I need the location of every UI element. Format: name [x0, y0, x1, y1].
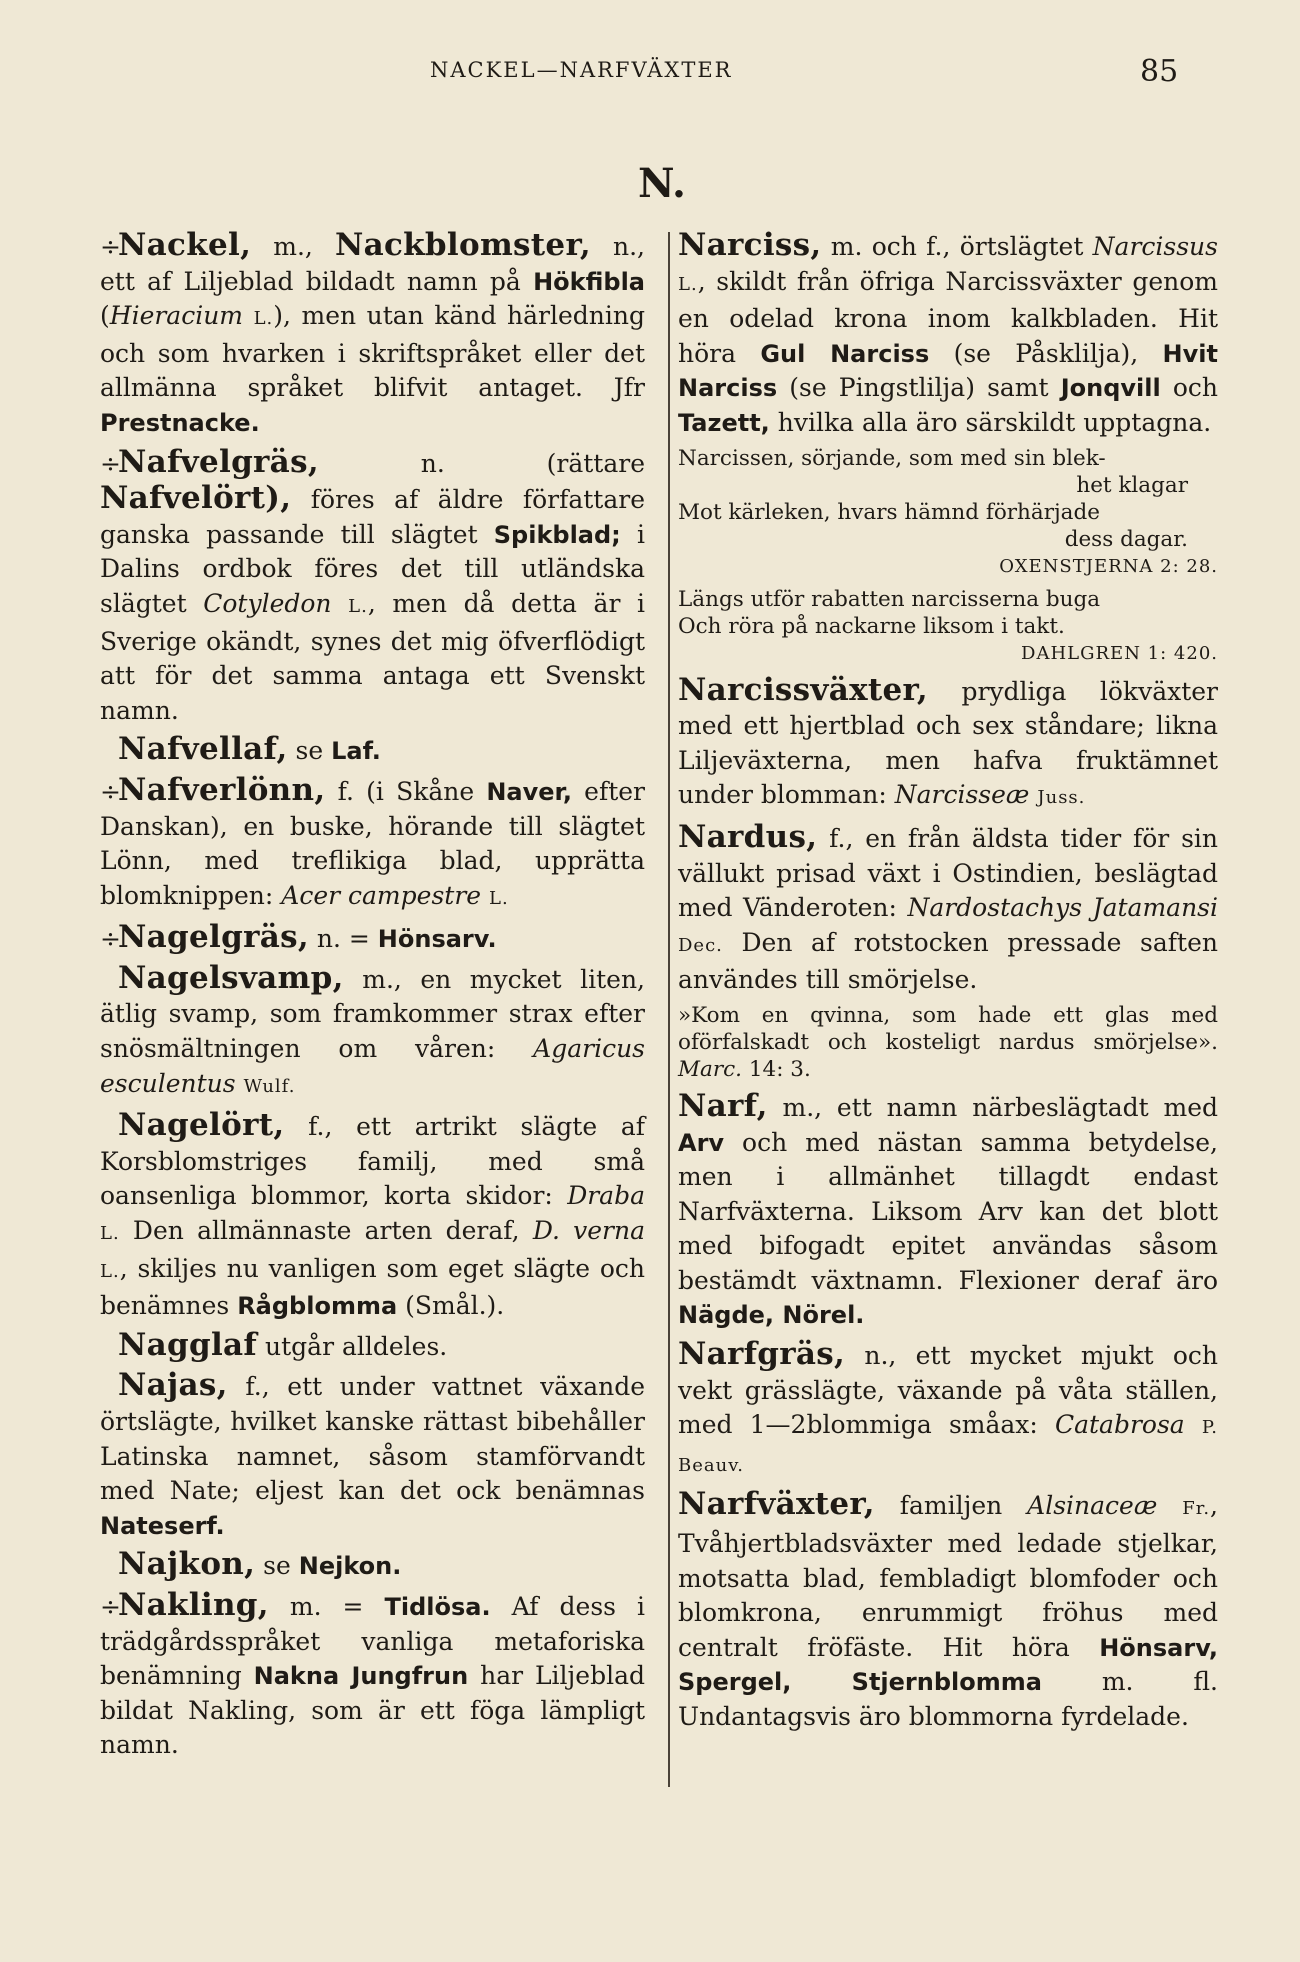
entry-text: ), men utan känd härledning och som hvarken i skriftspråket eller det allmänna språket blifvit antaget. Jfr: [100, 301, 645, 403]
cross-reference: Nakna Jungfrun: [253, 1662, 469, 1691]
cross-reference: Arv: [678, 1128, 725, 1157]
cross-reference: Tazett,: [678, 408, 770, 437]
author-abbrev: P. Beauv.: [678, 1417, 1219, 1476]
latin-name: D. verna: [532, 1216, 646, 1246]
entry-text: m. och f., örtslägtet: [821, 232, 1093, 261]
author-abbrev: Wulf.: [243, 1075, 296, 1097]
entry-text: i Dalins ordbok föres det till utländska slägtet: [100, 519, 645, 618]
headword: Nafvelört),: [100, 480, 292, 517]
entry-text: , skiljes nu vanligen som eget slägte och benämnes: [100, 1253, 645, 1321]
entry-text: familjen: [874, 1491, 1028, 1521]
headword: Nackblomster,: [334, 227, 591, 263]
latin-name: Narcissus: [1092, 232, 1218, 261]
quote-source: DAHLGREN 1: 420.: [1021, 642, 1218, 664]
column-rule: [668, 232, 670, 1787]
quote-line: Mot kärleken, hvars hämnd förhärjade: [678, 499, 1100, 525]
entry-narciss: [678, 228, 1218, 441]
author-abbrev: L.: [100, 1260, 120, 1282]
right-column: [678, 228, 1218, 1739]
headword: Nackel,: [118, 227, 252, 263]
obsolete-mark: ÷: [100, 924, 121, 954]
cross-reference: Hökfibla: [533, 267, 645, 296]
entry-nagglaf: [100, 1328, 645, 1365]
latin-name: Hieracium: [109, 301, 244, 331]
headword: Nagelsvamp,: [118, 959, 344, 996]
author-abbrev: L.: [100, 1223, 120, 1245]
headword: Nagelgräs,: [118, 919, 309, 956]
headword: Nafvelgräs,: [118, 443, 319, 480]
cross-reference: Hönsarv.: [377, 925, 497, 954]
entry-nagelsvamp: [100, 961, 645, 1104]
entry-text: [1185, 1410, 1202, 1439]
cross-reference: Naver,: [486, 777, 572, 806]
headword: Najas,: [118, 1367, 228, 1404]
entry-text: , skildt från öfriga Narcissväxter genom en odelad krona inom kalkbladen. Hit höra: [678, 266, 1218, 368]
latin-name: Cotyledon: [203, 588, 332, 618]
author-abbrev: L.: [678, 273, 698, 295]
entry-nakling: [100, 1588, 645, 1763]
author-abbrev: L.: [348, 595, 368, 617]
headword: Narf,: [678, 1087, 768, 1124]
cross-reference: Jonqvill: [1060, 374, 1161, 403]
entry-text: f., ett under vattnet växande örtslägte, hvilket kanske rättast bibehåller Latinska namnet, såsom stamförvandt med Nate; eljest kan det ock benämnas: [100, 1372, 645, 1506]
obsolete-mark: ÷: [100, 1591, 121, 1621]
author-abbrev: Dec.: [678, 934, 723, 956]
entry-nafverlonn: [100, 773, 645, 916]
entry-text: [481, 881, 489, 910]
cross-reference: Nateserf.: [100, 1511, 225, 1540]
entry-nardus: [678, 820, 1218, 998]
quote-source: Marc.: [678, 1056, 742, 1082]
latin-name: Draba: [567, 1181, 645, 1211]
headword: Nafverlönn,: [118, 771, 326, 808]
entry-text: efter Danskan), en buske, hörande till slägtet Lönn, med treflikiga blad, upprätta blomknippen:: [100, 776, 645, 910]
quote-source: OXENSTJERNA 2: 28.: [999, 555, 1218, 577]
entry-text: n., ett mycket mjukt och vekt grässlägte, växande på våta ställen, med 1—2blommiga småax:: [678, 1341, 1218, 1440]
headword: Narcissväxter,: [678, 671, 929, 708]
entry-text: (Smål.).: [397, 1291, 505, 1321]
headword: Nafvellaf,: [118, 731, 288, 768]
quote-line: Längs utför rabatten narcisserna buga: [678, 586, 1101, 612]
latin-name: Nardostachys Jatamansi: [907, 893, 1218, 923]
headword: Narfväxter,: [678, 1486, 875, 1523]
quote-source: 14: 3.: [742, 1056, 811, 1082]
entry-text: se: [287, 736, 332, 766]
cross-reference: Nejkon.: [298, 1552, 402, 1581]
latin-name: Catabrosa: [1054, 1410, 1185, 1440]
entry-text: se: [255, 1551, 299, 1581]
entry-text: [1157, 1491, 1182, 1520]
cross-reference: Spikblad;: [493, 520, 621, 549]
quote-line: Och röra på nackarne liksom i takt.: [678, 613, 1065, 639]
cross-reference: Rågblomma: [237, 1292, 398, 1321]
cross-reference: Hvit Narciss: [678, 339, 1218, 403]
latin-name: Narcisseæ: [894, 780, 1030, 810]
entry-text: n. (rättare: [318, 448, 645, 478]
entry-text: m., ett namn närbeslägtadt med: [767, 1092, 1218, 1122]
entry-text: (se Påsklilja),: [929, 338, 1163, 368]
cross-reference: Tidlösa.: [384, 1592, 491, 1621]
headword: Nagglaf: [118, 1326, 258, 1363]
cross-reference: Laf.: [331, 737, 381, 766]
headword: Narfgräs,: [678, 1336, 846, 1373]
quote-line: het klagar: [1076, 472, 1188, 498]
quotation: [678, 586, 1218, 667]
cross-reference: Hönsarv, Spergel, Stjernblomma: [678, 1633, 1218, 1697]
entry-text: , Tvåhjertbladsväxter med ledade stjelkar, motsatta blad, fembladigt blomfoder och blomkrona, enrummigt fröhus med centralt fröfäste. Hit höra: [678, 1491, 1218, 1662]
entry-nagelgras: [100, 920, 645, 957]
entry-text: Den allmännaste arten deraf,: [119, 1216, 533, 1246]
cross-reference: Nägde, Nörel.: [678, 1301, 865, 1330]
entry-text: [236, 1069, 244, 1098]
obsolete-mark: ÷: [100, 448, 121, 478]
obsolete-mark: ÷: [100, 232, 121, 261]
entry-text: m. fl. Undantagsvis äro blommorna fyrdelade.: [678, 1667, 1219, 1731]
latin-name: Acer campestre: [281, 880, 482, 910]
obsolete-mark: ÷: [100, 776, 121, 806]
entry-text: prydliga lökväxter med ett hjertblad och sex ståndare; likna Liljeväxterna, men hafva fruktämnet under blomman:: [678, 676, 1218, 810]
entry-text: har Liljeblad bildat Nakling, som är ett föga lämpligt namn.: [100, 1661, 645, 1760]
entry-text: n. =: [308, 924, 378, 954]
entry-text: (se Pingstlilja) samt: [777, 373, 1061, 403]
author-abbrev: L.: [253, 308, 274, 330]
entry-text: och: [1160, 373, 1218, 403]
left-column: [100, 228, 645, 1767]
entry-text: [332, 589, 349, 618]
headword: Nagelört,: [118, 1107, 285, 1144]
latin-name: Alsinaceæ: [1027, 1491, 1158, 1521]
entry-text: Af dess i trädgårdsspråket vanliga metaforiska benämning: [100, 1591, 645, 1691]
entry-text: hvilka alla äro särskildt upptagna.: [769, 407, 1212, 437]
entry-text: m.,: [251, 232, 335, 261]
cross-reference: Prestnacke.: [100, 408, 260, 437]
entry-text: f., ett artrikt slägte af Korsblomstriges familj, med små oansenliga blommor, korta skidor:: [100, 1112, 645, 1211]
running-head: NACKEL—NARFVÄXTER: [430, 58, 733, 82]
quote-line: dess dagar.: [1064, 526, 1188, 552]
entry-text: f. (i Skåne: [325, 776, 487, 806]
page-number: 85: [1140, 54, 1179, 89]
entry-text: utgår alldeles.: [257, 1331, 448, 1361]
quote-line: »Kom en qvinna, som hade ett glas med oförfalskadt och kosteligt nardus smörjelse».: [678, 1002, 1218, 1055]
entry-text: Den af rotstocken pressade saften användes till smörjelse.: [678, 927, 1218, 995]
entry-nafvelgras: [100, 445, 645, 729]
cross-reference: Gul Narciss: [760, 339, 930, 368]
author-abbrev: Fr.: [1182, 1498, 1211, 1520]
headword: Narciss,: [678, 227, 822, 263]
entry-text: (: [100, 301, 110, 331]
entry-narfvaxter: [678, 1487, 1218, 1734]
entry-najkon: [100, 1547, 645, 1584]
headword: Najkon,: [118, 1546, 256, 1583]
author-abbrev: Juss.: [1037, 787, 1086, 809]
entry-text: föres af äldre författare ganska passande till slägtet: [100, 485, 645, 549]
entry-nackel: [100, 228, 645, 441]
entry-narf: [678, 1089, 1218, 1333]
latin-name: Agaricus esculentus: [100, 1034, 645, 1098]
entry-text: , men då detta är i Sverige okändt, synes det mig öfverflödigt att för det samma antaga ett Svenskt namn.: [100, 588, 645, 725]
quotation: [678, 1002, 1218, 1083]
entry-najas: [100, 1368, 645, 1543]
headword: Nardus,: [678, 818, 818, 855]
entry-narfgras: [678, 1337, 1218, 1483]
section-letter: N.: [638, 160, 686, 207]
entry-text: m. =: [268, 1591, 385, 1621]
entry-text: m., en mycket liten, ätlig svamp, som framkommer strax efter snösmältningen om våren:: [100, 964, 645, 1064]
entry-nafvellaf: [100, 732, 645, 769]
entry-text: f., en från äldsta tider för sin vällukt prisad växt i Ostindien, beslägtad med Vänderoten:: [678, 823, 1218, 923]
entry-text: [243, 301, 254, 330]
quotation: [678, 445, 1218, 580]
entry-nagelort: [100, 1108, 645, 1324]
entry-narcissvaxter: [678, 673, 1218, 816]
entry-text: n., ett af Liljeblad bildadt namn på: [100, 232, 645, 296]
headword: Nakling,: [118, 1586, 269, 1623]
quote-line: Narcissen, sörjande, som med sin blek-: [678, 445, 1106, 471]
author-abbrev: L.: [489, 887, 509, 909]
entry-text: och med nästan samma betydelse, men i allmänhet tillagdt endast Narfväxterna. Liksom Arv kan det blott med bifogadt epitet användas såsom bestämdt växtnamn. Flexioner deraf äro: [678, 1127, 1218, 1295]
